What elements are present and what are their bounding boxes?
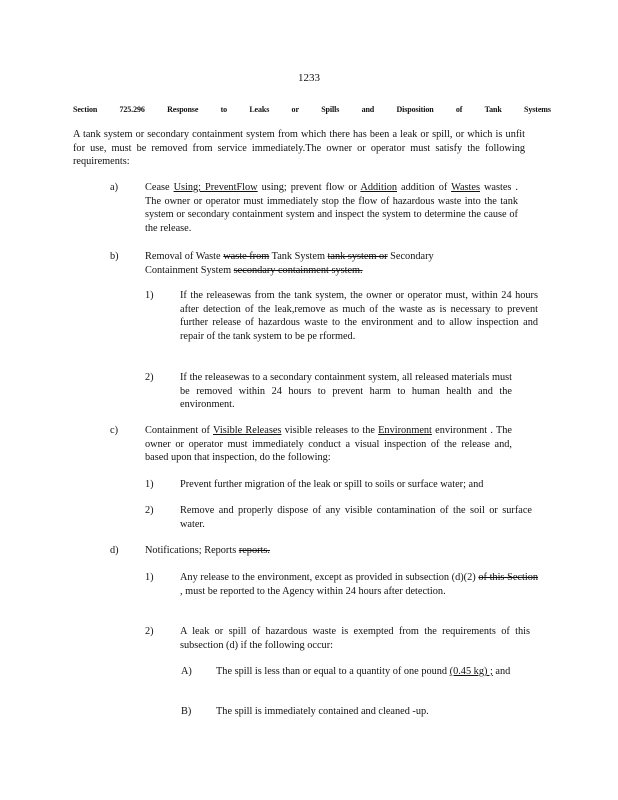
section-number: 725.296 [119,105,145,114]
deleted-text: reports. [238,545,270,556]
subsection-b-2-text: If the releasewas to a secondary containment system, all released materials must be removed within 24 hours to prevent harm to human health and the environment. [180,372,512,411]
subsection-c-1-text: Prevent further migration of the leak or spill to soils or surface water; and [180,479,484,490]
inserted-text: Using; PreventFlow [173,182,258,193]
heading-word: Spills [321,105,340,114]
subsection-b-1-label: 1) [145,290,154,301]
subsection-a-text: Cease Using; PreventFlow using; prevent flow or Addition addition of Wastes wastes . The owner or operator must immediately stop the flow of hazardous waste into the tank system or secondary containment system and inspect the system to determine the cause of the release. [145,182,518,234]
heading-word: to [220,105,228,114]
deleted-text: of this Section [478,572,538,583]
heading-word: and [361,105,375,114]
heading-word: Disposition [396,105,434,114]
heading-word: Leaks [249,105,270,114]
subsection-d-label: d) [110,545,119,556]
heading-word: of [455,105,463,114]
subsection-d-1-text: Any release to the environment, except as provided in subsection (d)(2) of this Section , must be reported to the Agency within 24 hours after detection. [180,572,538,597]
page-number: 1233 [298,72,320,84]
deleted-text: waste from [223,251,270,262]
subsection-d-2-text: A leak or spill of hazardous waste is exempted from the requirements of this subsection (d) if the following occur: [180,626,530,651]
subsection-d-2-A-text: The spill is less than or equal to a quantity of one pound (0.45 kg) ; and [216,666,511,677]
heading-word: Tank [484,105,502,114]
heading-word: or [291,105,299,114]
heading-word: Response [167,105,199,114]
deleted-text: tank system or [327,251,388,262]
section-heading [73,103,551,117]
subsection-a-label: a) [110,182,118,193]
subsection-d-1-label: 1) [145,572,154,583]
subsection-c-2-label: 2) [145,505,154,516]
subsection-b-1-text: If the releasewas from the tank system, the owner or operator must, within 24 hours after detection of the leak,remove as much of the waste as is necessary to prevent further release of hazardous waste to the environment and to allow inspection and repair of the tank system to be pe rformed. [180,290,538,342]
subsection-d-2-label: 2) [145,626,154,637]
inserted-text: Addition [360,182,398,193]
subsection-b-label: b) [110,251,119,262]
heading-word: Systems [524,105,551,114]
subsection-b-2-label: 2) [145,372,154,383]
inserted-text: Visible Releases [213,425,282,436]
subsection-d-text: Notifications; Reports reports. [145,545,270,556]
subsection-c-2-text: Remove and properly dispose of any visible contamination of the soil or surface water. [180,505,532,530]
subsection-b-text: Removal of Waste waste from Tank System tank system or Secondary Containment System secondary containment system. [145,251,434,276]
inserted-text: Wastes [451,182,480,193]
subsection-d-2-B-label: B) [181,706,192,717]
inserted-text: Environment [378,425,432,436]
subsection-d-2-B-text: The spill is immediately contained and cleaned -up. [216,706,429,717]
inserted-text: (0.45 kg) ; [449,666,493,677]
intro-paragraph: A tank system or secondary containment system from which there has been a leak or spill, or which is unfit for use, must be removed from service immediately.The owner or operator must satisfy the following requirements: [73,129,525,168]
subsection-c-label: c) [110,425,118,436]
deleted-text: secondary containment system. [233,264,363,276]
subsection-d-2-A-label: A) [181,666,192,677]
section-label: Section [73,105,98,114]
subsection-c-text: Containment of Visible Releases visible releases to the Environment environment . The owner or operator must immediately conduct a visual inspection of the release and, based upon that inspection, do the following: [145,425,512,464]
subsection-c-1-label: 1) [145,479,154,490]
